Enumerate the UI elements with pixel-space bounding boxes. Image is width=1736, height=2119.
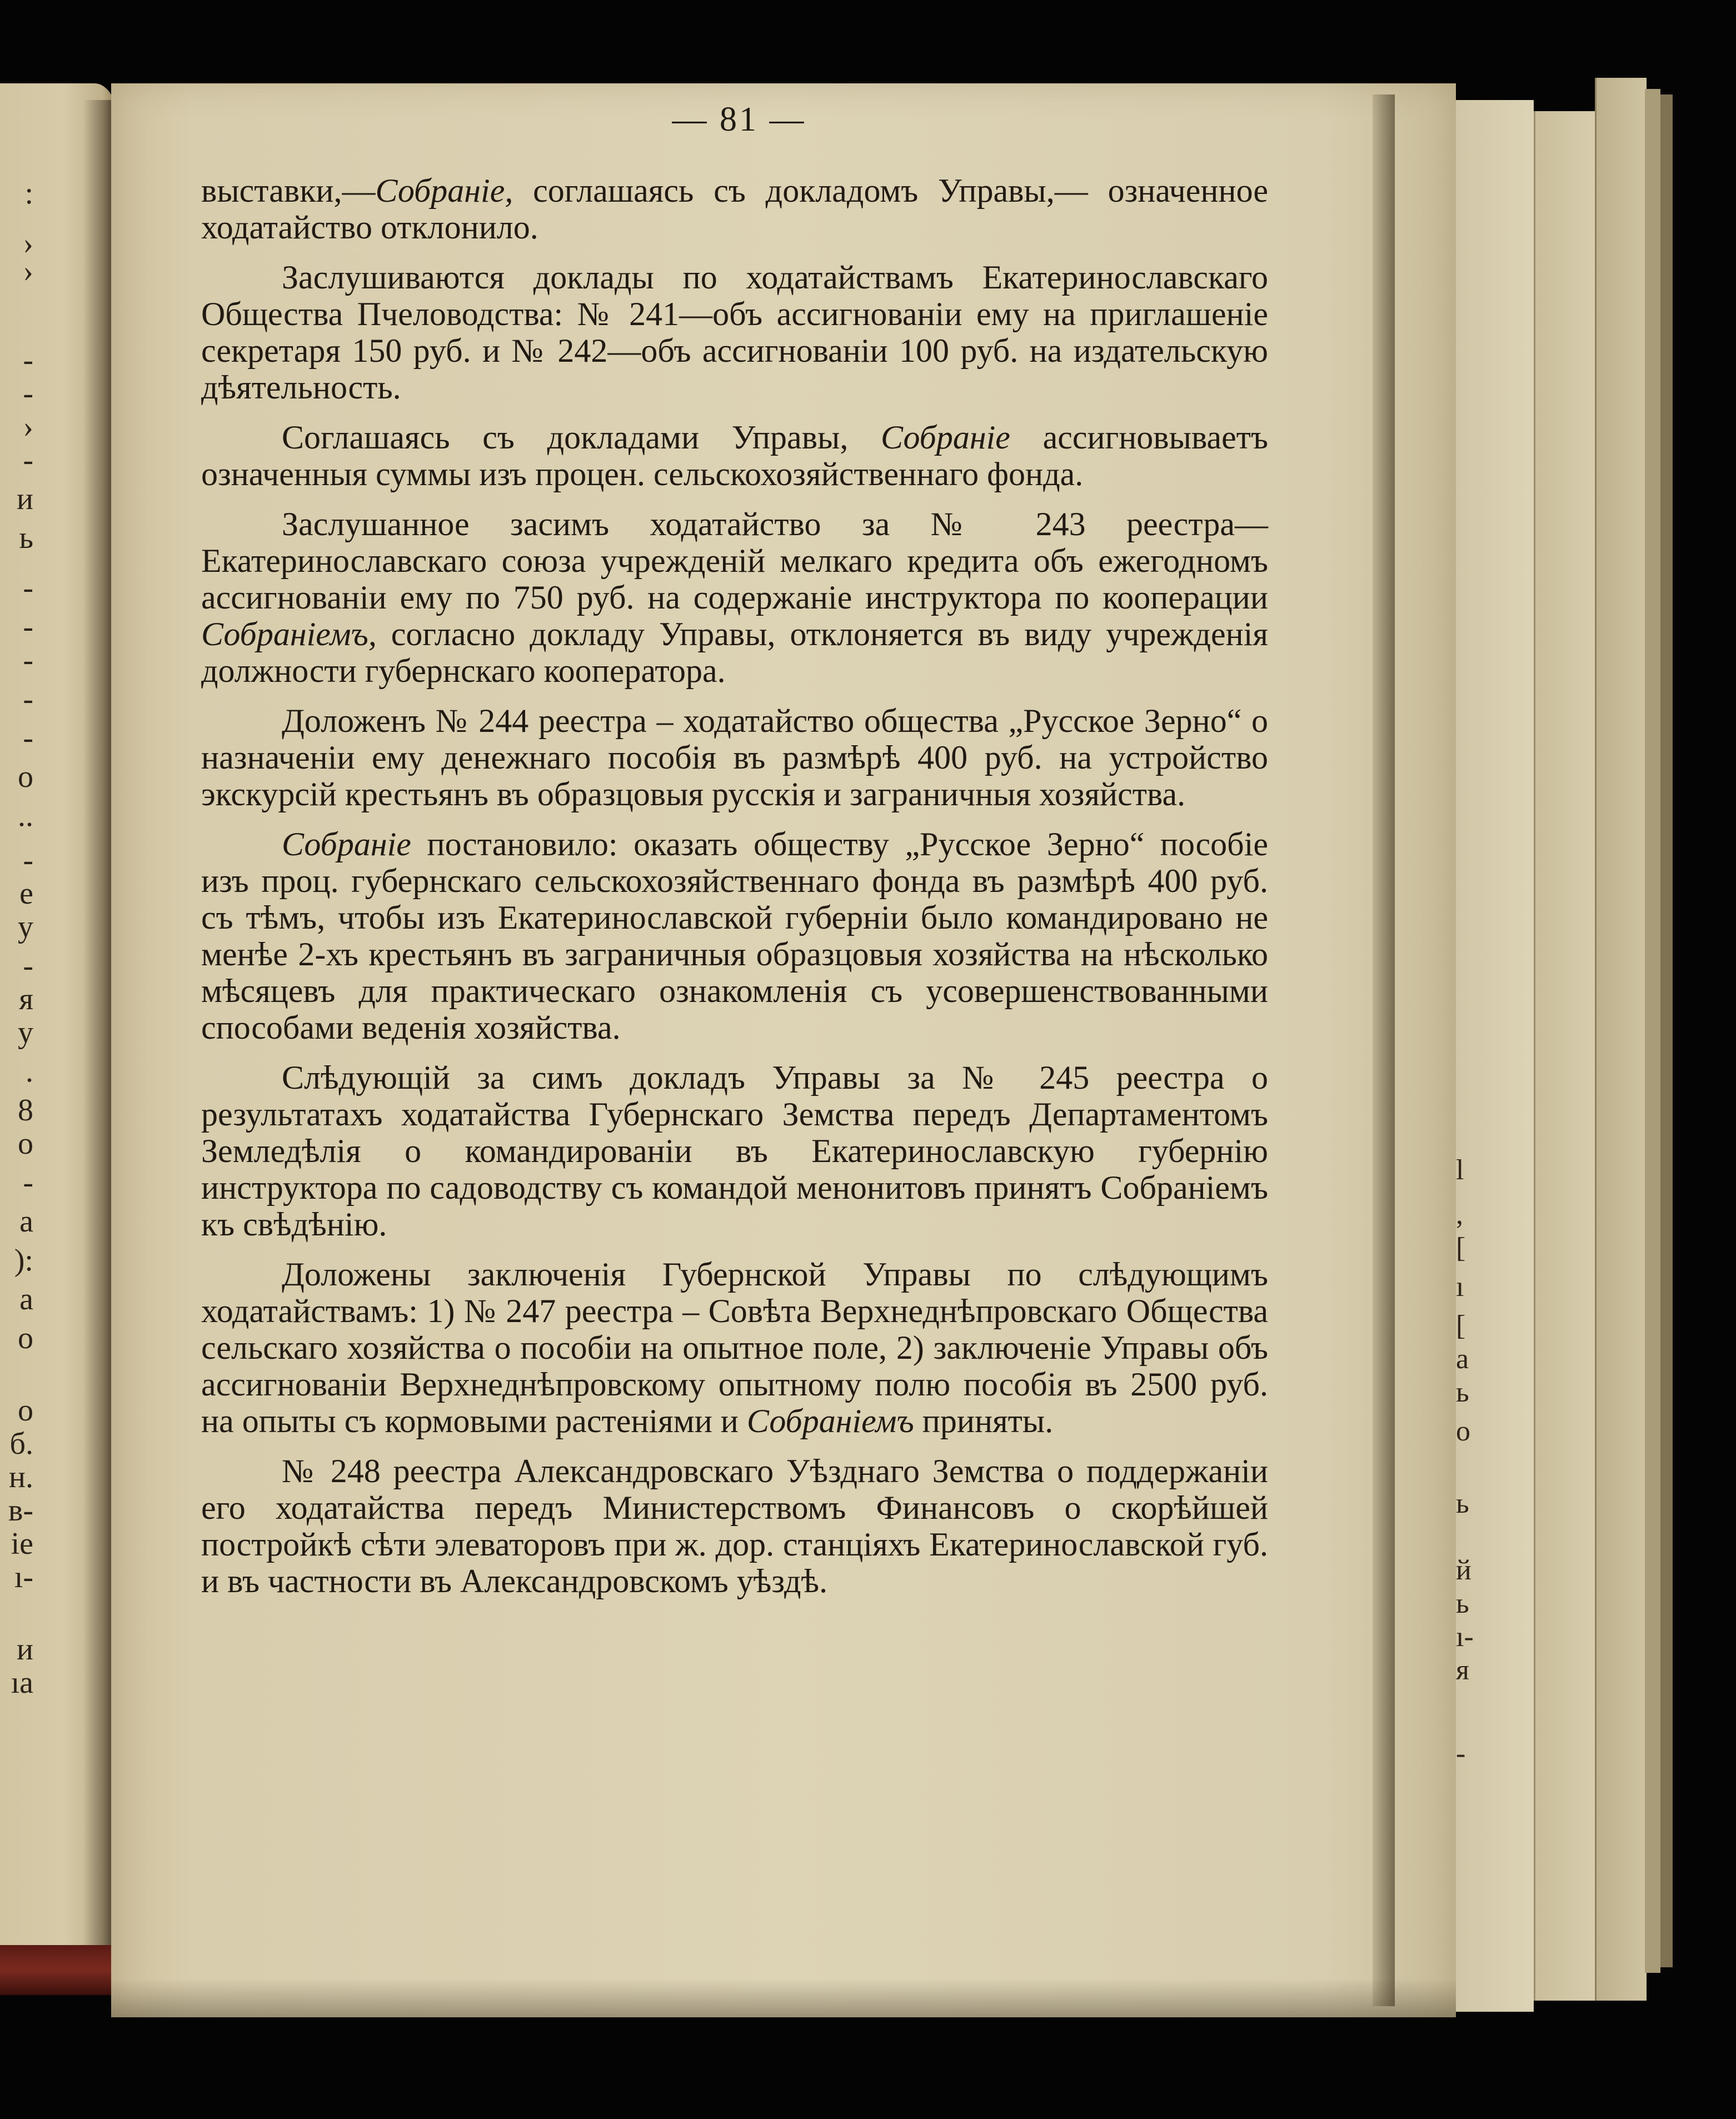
- margin-fragment: -: [23, 1165, 33, 1200]
- margin-fragment: -: [23, 343, 33, 377]
- margin-fragment: б.: [9, 1427, 33, 1461]
- margin-fragment: ь: [1456, 1377, 1469, 1408]
- margin-fragment: -: [23, 643, 33, 677]
- margin-fragment: я: [19, 982, 33, 1016]
- page-number: — 81 —: [672, 101, 806, 138]
- paragraph: [201, 506, 1268, 689]
- italic-term: Собраніе: [881, 419, 1010, 456]
- margin-fragment: -: [23, 721, 33, 755]
- margin-fragment: ıa: [11, 1666, 33, 1700]
- margin-fragment: ь: [1456, 1488, 1469, 1519]
- margin-fragment: -: [23, 843, 33, 877]
- margin-fragment: ı-: [1456, 1621, 1474, 1653]
- paragraph: [201, 1453, 1268, 1599]
- margin-fragment: е: [19, 876, 33, 911]
- page-bottom-shadow: [111, 1978, 1456, 2017]
- paragraph-text: Слѣдующій за симъ докладъ Управы за № 245 реестра о результатахъ ходатайства Губернскаго Земства передъ Департаментомъ Земледѣлія о командированіи въ Екатеринославскую губернію инструктора по садоводству съ командой менонитовъ принятъ Собраніемъ къ свѣдѣнію.: [201, 1059, 1268, 1243]
- margin-fragment: й: [1456, 1554, 1471, 1586]
- page-stack-edge: [1534, 111, 1597, 2001]
- paragraph-text: Заслушанное засимъ ходатайство за № 243 реестра—Екатеринославскаго союза учрежденій мелкаго кредита объ ежегодномъ ассигнованіи ему по 750 руб. на содержаніе инструктора по кооперации: [201, 506, 1268, 616]
- margin-fragment: ›: [23, 410, 33, 444]
- paragraph: [201, 702, 1268, 812]
- margin-fragment: ie: [11, 1527, 33, 1561]
- margin-fragment: -: [23, 610, 33, 644]
- margin-fragment: -: [23, 376, 33, 411]
- margin-fragment: о: [18, 1126, 33, 1161]
- margin-fragment: ı-: [14, 1560, 33, 1594]
- italic-term: Собраніемъ,: [201, 616, 377, 652]
- margin-fragment: ,: [1456, 1199, 1463, 1230]
- margin-fragment: и: [17, 482, 33, 516]
- margin-fragment: ):: [14, 1243, 33, 1278]
- margin-fragment: у: [18, 910, 33, 944]
- margin-fragment: -: [23, 682, 33, 716]
- margin-fragment: о: [18, 1321, 33, 1355]
- margin-fragment: -: [23, 443, 33, 477]
- margin-fragment: .: [26, 1054, 33, 1089]
- margin-fragment: [: [1456, 1310, 1466, 1342]
- paragraph-text: Соглашаясь съ докладами Управы,: [282, 419, 881, 456]
- margin-fragment: :: [24, 176, 33, 211]
- italic-term: Собраніе,: [375, 172, 513, 209]
- margin-fragment: а: [1456, 1343, 1469, 1375]
- margin-fragment: ›: [23, 254, 33, 288]
- paragraph: [201, 1059, 1268, 1243]
- paragraph-text: соглашаясь съ докладомъ Управы,— означенное ходатайство отклонило.: [201, 172, 1268, 246]
- page-body-text: [201, 172, 1268, 1613]
- page-stack-edge: [1595, 78, 1647, 2001]
- paragraph-text: выставки,—: [201, 172, 376, 209]
- italic-term: Собраніемъ: [746, 1403, 914, 1439]
- paragraph-text: № 248 реестра Александровскаго Уѣзднаго Земства о поддержаніи его ходатайства передъ Министерствомъ Финансовъ о скорѣйшей постройкѣ сѣти элеваторовъ при ж. дор. станціяхъ Екатеринославской губ. и въ частности въ Александровскомъ уѣздѣ.: [201, 1453, 1268, 1599]
- margin-fragment: [: [1456, 1232, 1466, 1264]
- margin-fragment: а: [19, 1204, 33, 1239]
- paragraph: [201, 259, 1268, 406]
- paragraph: [201, 826, 1268, 1046]
- margin-fragment: l: [1456, 1154, 1464, 1186]
- margin-fragment: ı: [1456, 1271, 1464, 1303]
- paragraph-text: Доложенъ № 244 реестра – ходатайство общества „Русское Зерно“ о назначеніи ему денежнаго пособія въ размѣрѣ 400 руб. на устройство экскурсій крестьянъ въ образцовыя русскія и заграничныя хозяйства.: [201, 702, 1268, 812]
- paragraph-text: Доложены заключенія Губернской Управы по слѣдующимъ ходатайствамъ: 1) № 247 реестра – Совѣта Верхнеднѣпровскаго Общества сельскаго хозяйства о пособіи на опытное поле, 2) заключеніе Управы объ ассигнованіи Верхнеднѣпровскому опытному полю пособія въ 2500 руб. на опыты съ кормовыми растеніями и: [201, 1256, 1268, 1439]
- paragraph-text: приняты.: [914, 1403, 1054, 1439]
- margin-fragment: ..: [18, 799, 33, 833]
- margin-fragment: в-: [8, 1493, 33, 1528]
- margin-fragment: ›: [23, 226, 33, 261]
- margin-fragment: 8: [18, 1093, 33, 1128]
- paragraph-text: ассигновываетъ означенныя суммы изъ процен. сельскохозяйственнаго фонда.: [201, 419, 1268, 492]
- paragraph: [201, 1256, 1268, 1439]
- margin-fragment: я: [1456, 1654, 1469, 1686]
- paragraph-text: постановило: оказать обществу „Русское Зерно“ пособіе изъ проц. губернскаго сельскохозяйственнаго фонда въ размѣрѣ 400 руб. съ тѣмъ, чтобы изъ Екатеринославской губерніи было командировано не менѣе 2-хъ крестьянъ въ заграничныя образцовыя хозяйства на нѣсколько мѣсяцевъ для практическаго ознакомленія съ усовершенствованными способами веденія хозяйства.: [201, 826, 1268, 1046]
- page-stack-edge: [1660, 94, 1673, 1967]
- margin-fragment: а: [19, 1282, 33, 1317]
- paragraph: [201, 419, 1268, 492]
- margin-fragment: и: [17, 1632, 33, 1667]
- paragraph-text: Заслушиваются доклады по ходатайствамъ Екатеринославскаго Общества Пчеловодства: № 241—объ ассигнованіи ему на приглашеніе секретаря 150 руб. и № 242—объ ассигнованіи 100 руб. на издательскую дѣятельность.: [201, 259, 1268, 406]
- page-fold-shadow: [1373, 94, 1395, 2006]
- margin-fragment: у: [18, 1015, 33, 1050]
- margin-fragment: -: [23, 571, 33, 605]
- margin-fragment: ь: [19, 521, 33, 555]
- margin-fragment: -: [23, 949, 33, 983]
- italic-term: Собраніе: [282, 826, 411, 862]
- page-stack-edge: [1645, 89, 1660, 1973]
- margin-fragment: о: [1456, 1415, 1470, 1447]
- paragraph: [201, 172, 1268, 246]
- margin-fragment: -: [1456, 1738, 1466, 1769]
- next-page-edge: [1445, 100, 1534, 2012]
- paragraph-text: согласно докладу Управы, отклоняется въ виду учрежденія должности губернскаго кооператора.: [201, 616, 1268, 689]
- margin-fragment: о: [18, 760, 33, 794]
- margin-fragment: н.: [9, 1460, 33, 1494]
- margin-fragment: о: [18, 1393, 33, 1428]
- margin-fragment: ь: [1456, 1588, 1469, 1619]
